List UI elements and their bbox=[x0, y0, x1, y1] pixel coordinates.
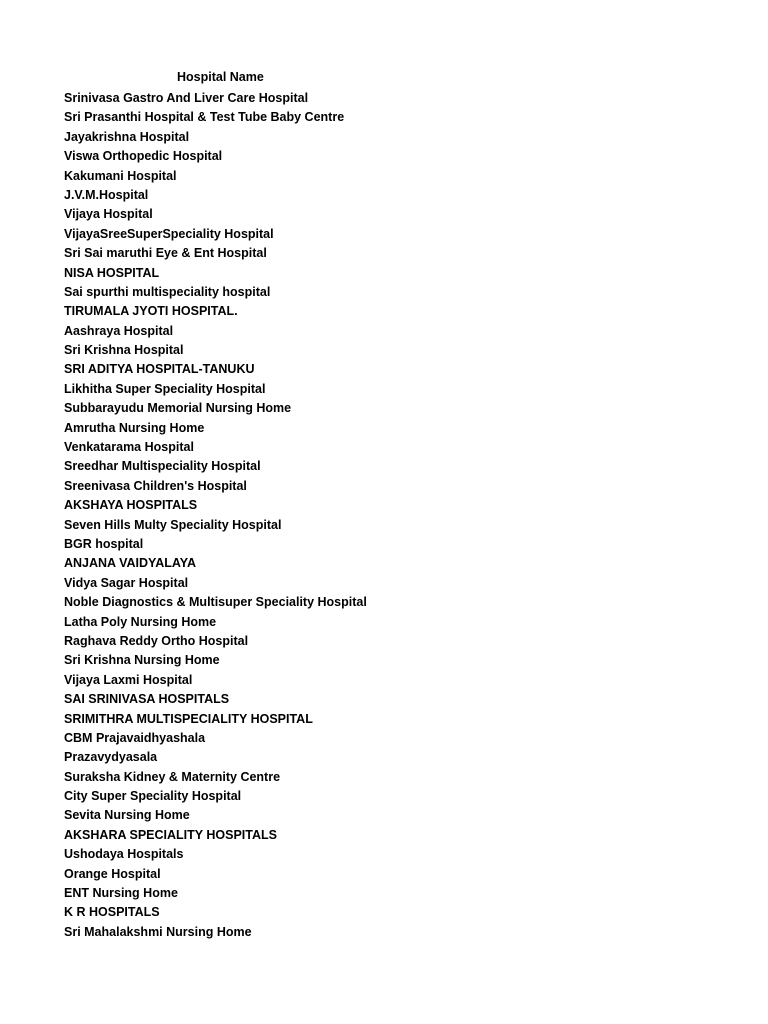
hospital-list-item: Srinivasa Gastro And Liver Care Hospital bbox=[64, 91, 309, 105]
hospital-list-item: Ushodaya Hospitals bbox=[64, 847, 184, 862]
hospital-list-item: Likhitha Super Speciality Hospital bbox=[64, 381, 266, 396]
hospital-list-item: AKSHARA SPECIALITY HOSPITALS bbox=[64, 827, 277, 842]
hospital-list-item: Sreenivasa Children's Hospital bbox=[64, 478, 247, 493]
hospital-list-item: BGR hospital bbox=[64, 536, 144, 551]
hospital-list-item: Viswa Orthopedic Hospital bbox=[64, 149, 223, 164]
hospital-list-item: Sri Mahalakshmi Nursing Home bbox=[64, 924, 252, 939]
hospital-list-item: AKSHAYA HOSPITALS bbox=[64, 498, 198, 513]
hospital-list-item: Prazavydyasala bbox=[64, 750, 158, 765]
hospital-list-item: VijayaSreeSuperSpeciality Hospital bbox=[64, 226, 274, 241]
hospital-list-item: Sevita Nursing Home bbox=[64, 808, 190, 823]
hospital-list-item: Sri Krishna Nursing Home bbox=[64, 653, 220, 668]
hospital-list-item: Raghava Reddy Ortho Hospital bbox=[64, 633, 249, 648]
hospital-list-item: SAI SRINIVASA HOSPITALS bbox=[64, 692, 230, 707]
hospital-list-item: Vijaya Laxmi Hospital bbox=[64, 672, 193, 687]
hospital-list-item: J.V.M.Hospital bbox=[64, 187, 149, 202]
hospital-list-item: Seven Hills Multy Speciality Hospital bbox=[64, 517, 282, 532]
column-header-hospital-name: Hospital Name bbox=[177, 70, 264, 84]
hospital-list-item: K R HOSPITALS bbox=[64, 905, 160, 920]
hospital-list-item: Sri Sai maruthi Eye & Ent Hospital bbox=[64, 246, 267, 261]
hospital-list-item: Noble Diagnostics & Multisuper Speciality Hospital bbox=[64, 595, 367, 610]
hospital-list-item: Kakumani Hospital bbox=[64, 168, 177, 183]
hospital-list-item: City Super Speciality Hospital bbox=[64, 789, 242, 804]
hospital-list-item: Sri Krishna Hospital bbox=[64, 343, 184, 358]
hospital-list-item: Sreedhar Multispeciality Hospital bbox=[64, 459, 261, 474]
hospital-list-item: SRI ADITYA HOSPITAL-TANUKU bbox=[64, 362, 255, 377]
hospital-list-item: CBM Prajavaidhyashala bbox=[64, 730, 206, 745]
hospital-list-item: ANJANA VAIDYALAYA bbox=[64, 556, 196, 571]
hospital-list-item: Orange Hospital bbox=[64, 866, 161, 881]
hospital-list-item: Sai spurthi multispeciality hospital bbox=[64, 284, 271, 299]
hospital-list-item: ENT Nursing Home bbox=[64, 886, 178, 901]
hospital-list bbox=[64, 89, 367, 942]
hospital-list-item: NISA HOSPITAL bbox=[64, 265, 160, 280]
hospital-list-item: Amrutha Nursing Home bbox=[64, 420, 205, 435]
hospital-list-item: Aashraya Hospital bbox=[64, 323, 174, 338]
hospital-list-item: TIRUMALA JYOTI HOSPITAL. bbox=[64, 304, 238, 319]
hospital-list-item: Latha Poly Nursing Home bbox=[64, 614, 217, 629]
hospital-list-item: Jayakrishna Hospital bbox=[64, 129, 190, 144]
hospital-list-item: Vijaya Hospital bbox=[64, 207, 153, 222]
hospital-list-item: Sri Prasanthi Hospital & Test Tube Baby Centre bbox=[64, 110, 345, 125]
hospital-list-item: Venkatarama Hospital bbox=[64, 440, 194, 455]
hospital-list-item: Vidya Sagar Hospital bbox=[64, 575, 189, 590]
hospital-list-item: SRIMITHRA MULTISPECIALITY HOSPITAL bbox=[64, 711, 313, 726]
hospital-list-item: Suraksha Kidney & Maternity Centre bbox=[64, 769, 281, 784]
hospital-list-item: Subbarayudu Memorial Nursing Home bbox=[64, 401, 292, 416]
